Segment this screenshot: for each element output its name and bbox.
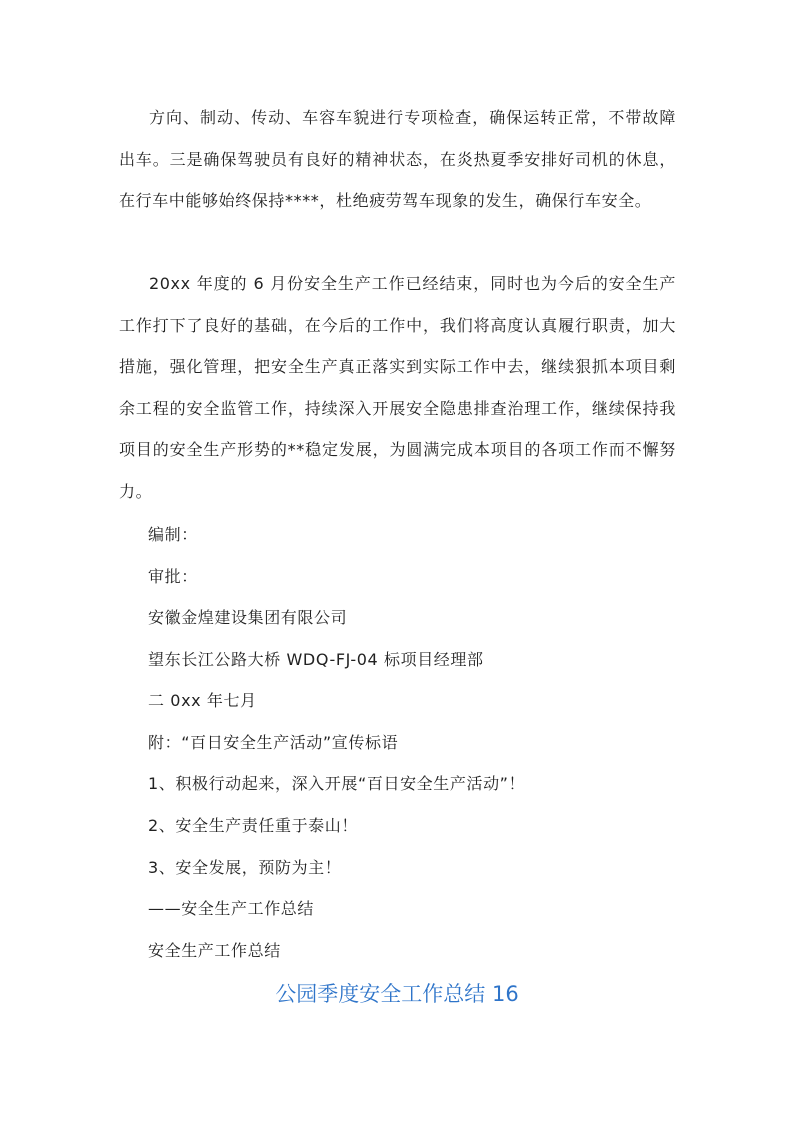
slogan-item: 2、安全生产责任重于泰山！ (148, 816, 358, 835)
approved-by-label: 审批： (148, 567, 198, 586)
body-paragraph-vehicle-safety: 方向、制动、传动、车容车貌进行专项检查，确保运转正常，不带故障出车。三是确保驾驶员有良好的精神状态，在炎热夏季安排好司机的休息，在行车中能够始终保持****，杜绝疲劳驾车现象的发生，确保行车安全。 (119, 108, 676, 210)
department-name: 望东长江公路大桥 WDQ-FJ-04 标项目经理部 (148, 650, 484, 669)
compiled-by-label: 编制： (148, 525, 198, 544)
document-date: 二 0xx 年七月 (148, 691, 257, 710)
body-paragraph-summary: 20xx 年度的 6 月份安全生产工作已经结束，同时也为今后的安全生产工作打下了良好的基础，在今后的工作中，我们将高度认真履行职责，加大措施，强化管理，把安全生产真正落实到实际工作中去，继续狠抓本项目剩余工程的安全监管工作，持续深入开展安全隐患排查治理工作，继续保持我项目的安全生产形势的**稳定发展，为圆满完成本项目的各项工作而不懈努力。 (119, 274, 676, 501)
footer-line: 安全生产工作总结 (148, 941, 281, 960)
appendix-title: 附：“百日安全生产活动”宣传标语 (148, 733, 399, 752)
footer-line: ——安全生产工作总结 (148, 899, 315, 918)
slogan-item: 3、安全发展，预防为主！ (148, 858, 342, 877)
next-section-heading: 公园季度安全工作总结 16 (275, 982, 519, 1006)
slogan-item: 1、积极行动起来，深入开展“百日安全生产活动”！ (148, 774, 526, 793)
company-name: 安徽金煌建设集团有限公司 (148, 608, 348, 627)
